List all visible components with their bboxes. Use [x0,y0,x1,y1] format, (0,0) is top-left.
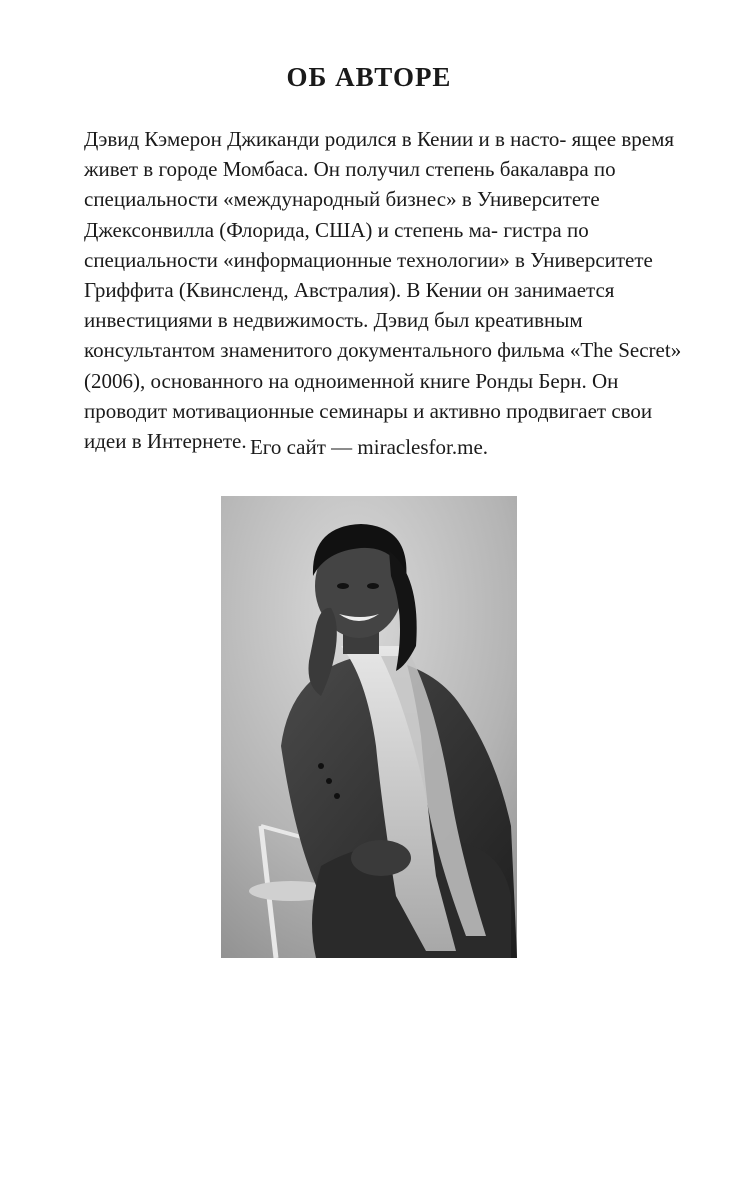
author-photo [221,496,517,958]
bio-line: бакалавра по специальности «международный бизнес» в [84,157,616,212]
page-title: ОБ АВТОРЕ [286,62,452,92]
bio-line: креативным консультантом знаменитого документального [84,308,583,363]
author-bio [84,124,690,456]
bio-line: ящее время живет в городе Момбаса. Он получил степень [84,127,675,182]
bio-line: в Университете Гриффита (Квинсленд, Австралия). В Кении [84,247,653,303]
bio-line: Университете Джексонвилла (Флорида, США) и степень ма- [84,187,600,242]
bio-line: книге Ронды Берн. Он проводит мотивационные семинары [84,368,619,423]
bio-line: и активно продвигает свои идеи в Интернете. [84,398,653,454]
author-portrait-illustration [221,496,517,958]
bio-line: Дэвид Кэмерон Джиканди родился в Кении и в насто- [84,127,567,151]
bio-line: гистра по специальности «информационные технологии» [84,217,589,272]
website-line: Его сайт — miraclesfor.me. [249,435,489,459]
bio-line: фильма «The Secret» (2006), основанного на одноименной [84,338,682,393]
bio-line: он занимается инвестициями в недвижимость. Дэвид был [84,278,615,333]
